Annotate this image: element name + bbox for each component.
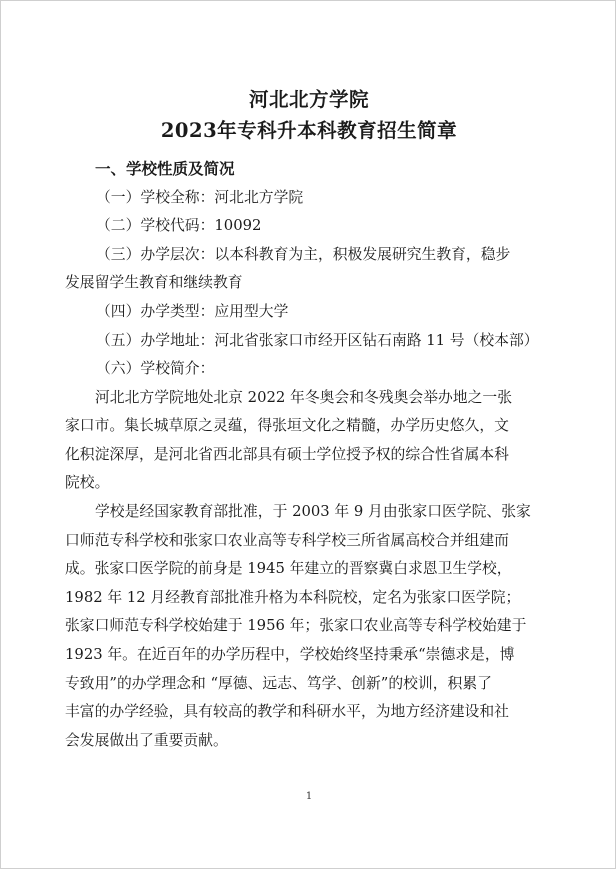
info-school-type: （四）办学类型：应用型大学 bbox=[96, 303, 289, 320]
intro-paragraph-2-line: 1982 年 12 月经教育部批准升格为本科院校，定名为张家口医学院； bbox=[65, 589, 521, 606]
intro-paragraph-1-line: 家口市。集长城草原之灵蕴，得张垣文化之精髓，办学历史悠久，文 bbox=[65, 417, 509, 434]
info-address: （五）办学地址：河北省张家口市经开区钻石南路 11 号（校本部） bbox=[96, 332, 539, 349]
info-full-name: （一）学校全称：河北北方学院 bbox=[96, 189, 304, 206]
section-heading: 一、学校性质及简况 bbox=[95, 159, 235, 178]
intro-paragraph-1-line: 化积淀深厚，是河北省西北部具有硕士学位授予权的综合性省属本科 bbox=[65, 446, 509, 463]
intro-paragraph-2-line: 专致用”的办学理念和 “厚德、远志、笃学、创新”的校训，积累了 bbox=[65, 675, 492, 692]
document-title-brochure: 2023年专科升本科教育招生简章 bbox=[160, 119, 458, 142]
intro-paragraph-1-line: 院校。 bbox=[65, 474, 110, 491]
info-school-code: （二）学校代码：10092 bbox=[96, 217, 262, 234]
intro-paragraph-2-line: 丰富的办学经验，具有较高的教学和科研水平，为地方经济建设和社 bbox=[65, 703, 509, 720]
document-title-school: 河北北方学院 bbox=[248, 88, 369, 111]
info-education-level: （三）办学层次：以本科教育为主，积极发展研究生教育，稳步 bbox=[96, 246, 511, 263]
intro-paragraph-2-line: 成。张家口医学院的前身是 1945 年建立的晋察冀白求恩卫生学校， bbox=[65, 560, 512, 577]
intro-paragraph-2-line: 学校是经国家教育部批准，于 2003 年 9 月由张家口医学院、张家 bbox=[95, 503, 531, 520]
info-intro-label: （六）学校简介： bbox=[96, 360, 215, 377]
info-education-level-cont: 发展留学生教育和继续教育 bbox=[65, 274, 243, 291]
intro-paragraph-2-line: 会发展做出了重要贡献。 bbox=[65, 732, 228, 749]
intro-paragraph-2-line: 张家口师范专科学校始建于 1956 年；张家口农业高等专科学校始建于 bbox=[65, 617, 527, 634]
intro-paragraph-1-line: 河北北方学院地处北京 2022 年冬奥会和冬残奥会举办地之一张 bbox=[95, 389, 512, 406]
intro-paragraph-2-line: 1923 年。在近百年的办学历程中，学校始终坚持秉承“崇德求是，博 bbox=[65, 646, 515, 663]
intro-paragraph-2-line: 口师范专科学校和张家口农业高等专科学校三所省属高校合并组建而 bbox=[65, 532, 509, 549]
page-number: 1 bbox=[305, 791, 313, 802]
